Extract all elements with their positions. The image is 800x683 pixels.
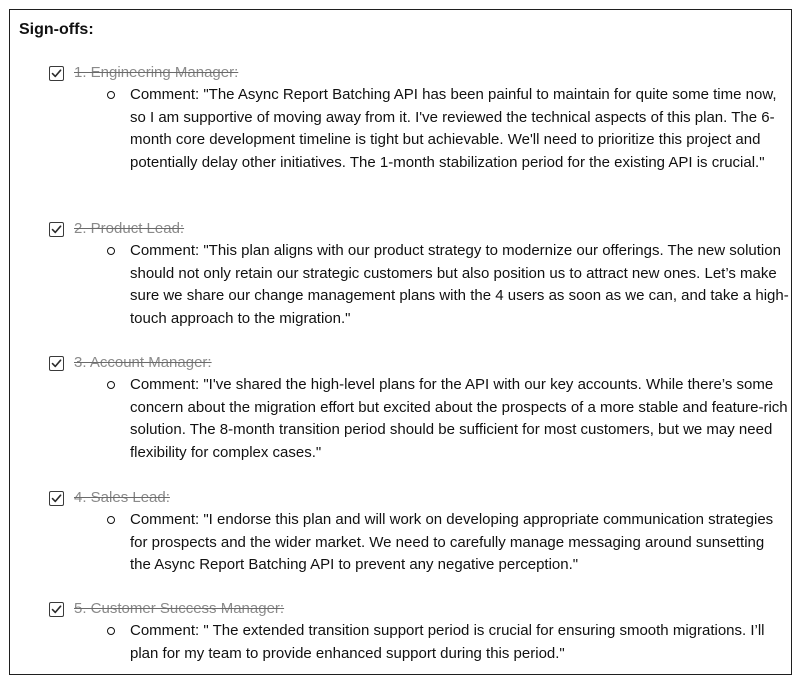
- comment-list-item: [49, 84, 789, 175]
- signoff-comment: Comment: "The Async Report Batching API has been painful to maintain for quite some time now, so I am supportive of moving away from it. I've reviewed the technical aspects of this plan. The 6-month core development timeline is tight but achievable. We'll need to prioritize this project and potentially delay other initiatives. The 1-month stabilization period for the existing API is crucial.": [130, 86, 777, 172]
- comment-list-item: [49, 240, 789, 331]
- signoff-role: 5. Customer Success Manager:: [74, 600, 285, 617]
- signoff-engineering-manager: [49, 62, 789, 175]
- checklist-item: [49, 62, 789, 84]
- bullet-circle-icon: [107, 627, 115, 635]
- checklist-item: [49, 598, 789, 620]
- comment-list-item: [49, 509, 789, 577]
- checkbox-checked-icon[interactable]: [49, 602, 64, 617]
- checkbox-checked-icon[interactable]: [49, 66, 64, 81]
- signoff-role: 3. Account Manager:: [74, 354, 212, 371]
- signoff-customer-success-manager: [49, 598, 789, 665]
- signoff-product-lead: [49, 218, 789, 331]
- signoff-comment: Comment: "I've shared the high-level plans for the API with our key accounts. While there’s some concern about the migration effort but excited about the prospects of a more stable and feature-rich solution. The 8-month transition period should be sufficient for most customers, but we may need flexibility for complex cases.": [130, 376, 788, 462]
- signoff-sales-lead: [49, 487, 789, 577]
- comment-list-item: [49, 374, 789, 465]
- checklist-item: [49, 218, 789, 240]
- checkbox-checked-icon[interactable]: [49, 356, 64, 371]
- signoffs-panel: [9, 9, 792, 675]
- checklist-item: [49, 352, 789, 374]
- comment-list-item: [49, 620, 789, 665]
- signoff-comment: Comment: " The extended transition support period is crucial for ensuring smooth migrations. I’ll plan for my team to provide enhanced support during this period.": [130, 622, 765, 662]
- checklist-item: [49, 487, 789, 509]
- signoff-comment: Comment: "This plan aligns with our product strategy to modernize our offerings. The new solution should not only retain our strategic customers but also position us to attract new ones. Let’s make sure we share our change management plans with the 4 users as soon as we can, and take a high-touch approach to the migration.": [130, 242, 789, 328]
- bullet-circle-icon: [107, 381, 115, 389]
- signoff-account-manager: [49, 352, 789, 465]
- signoff-role: 4. Sales Lead:: [74, 489, 170, 506]
- signoff-role: 2. Product Lead:: [74, 220, 185, 237]
- bullet-circle-icon: [107, 247, 115, 255]
- signoff-comment: Comment: "I endorse this plan and will work on developing appropriate communication strategies for prospects and the wider market. We need to carefully manage messaging around sunsetting the Async Report Batching API to prevent any negative perception.": [130, 511, 774, 574]
- section-heading: Sign-offs:: [19, 21, 94, 38]
- bullet-circle-icon: [107, 91, 115, 99]
- checkbox-checked-icon[interactable]: [49, 222, 64, 237]
- signoff-role: 1. Engineering Manager:: [74, 64, 239, 81]
- checkbox-checked-icon[interactable]: [49, 491, 64, 506]
- bullet-circle-icon: [107, 516, 115, 524]
